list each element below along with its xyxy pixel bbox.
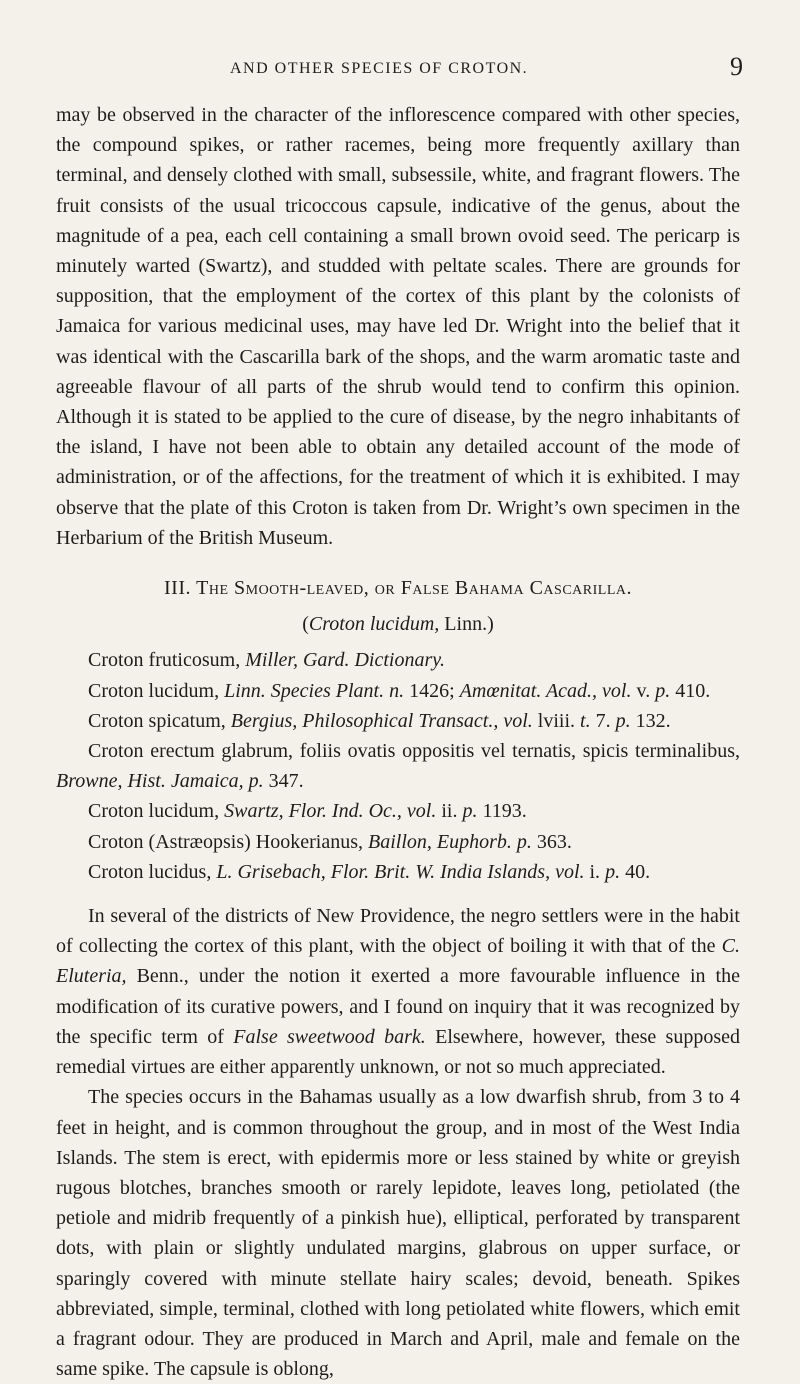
synonym-entry: Croton lucidus, L. Grisebach, Flor. Brit. W. India Islands, vol. i. p. 40. [88,860,651,883]
paragraph-1: may be observed in the character of the inflorescence compared with other species, the compound spikes, or rather racemes, being more frequently axillary than terminal, and densely clothed with small, subsessile, white, and fragrant flowers. The fruit consists of the usual tricoccous capsule, indicative of the genus, about the magnitude of a pea, each cell containing a small brown ovoid seed. The pericarp is minutely warted (Swartz), and studded with peltate scales. There are grounds for supposition, that the employment of the cortex of this plant by the colonists of Jamaica for various medicinal uses, may have led Dr. Wright into the belief that it was identical with the Cascarilla bark of the shops, and the warm aromatic taste and agreeable flavour of all parts of the shrub would tend to confirm this opinion. Although it is stated to be applied to the cure of disease, by the negro inhabitants of the island, I have not been able to obtain any detailed account of the mode of administration, or of the affections, for the treatment of which it is exhibited. I may observe that the plate of this Croton is taken from Dr. Wright’s own specimen in the Herbarium of the British Museum. [56,104,740,549]
paragraph-3: The species occurs in the Bahamas usually as a low dwarfish shrub, from 3 to 4 feet in height, and is common throughout the group, and in most of the West India Islands. The stem is erect, with epidermis more or less stained by white or greyish rugous blotches, branches smooth or rarely lepidote, leaves long, petiolated (the petiole and midrib frequently of a pinkish hue), elliptical, perforated by transparent dots, with plain or slightly undulated margins, glabrous on upper surface, or sparingly covered with minute stellate hairy scales; devoid, beneath. Spikes abbreviated, simple, terminal, clothed with long petiolated white flowers, which emit a fragrant odour. They are produced in March and April, male and female on the same spike. The capsule is oblong, [56,1086,740,1381]
page-number: 9 [730,52,743,81]
synonym-entry: Croton (Astræopsis) Hookerianus, Baillon, Euphorb. p. 363. [88,830,572,853]
running-title: AND OTHER SPECIES OF CROTON. [230,60,529,77]
synonym-entry: Croton spicatum, Bergius, Philosophical Transact., vol. lviii. t. 7. p. 132. [88,709,671,732]
synonymy-list [56,645,740,887]
synonym-entry: Croton erectum glabrum, foliis ovatis oppositis vel ternatis, spicis terminalibus, Browne, Hist. Jamaica, p. 347. [56,740,740,793]
synonym-entry: Croton lucidum, Swartz, Flor. Ind. Oc., vol. ii. p. 1193. [88,800,527,823]
synonym-entry: Croton lucidum, Linn. Species Plant. n. 1426; Amœnitat. Acad., vol. v. p. 410. [88,679,711,702]
binomial-name: (Croton lucidum, Linn.) [302,613,494,636]
paragraph-2: In several of the districts of New Providence, the negro settlers were in the habit of collecting the cortex of this plant, with the object of boiling it with that of the C. Eluteria, Benn., under the notion it exerted a more favourable influence in the modification of its curative powers, and I found on inquiry that it was recognized by the specific term of False sweetwood bark. Elsewhere, however, these supposed remedial virtues are either apparently unknown, or not so much appreciated. [56,905,741,1079]
synonym-entry: Croton fruticosum, Miller, Gard. Dictionary. [88,649,446,672]
section-heading: III. The Smooth-leaved, or False Bahama Cascarilla. [164,577,632,600]
body-text [56,100,740,1384]
